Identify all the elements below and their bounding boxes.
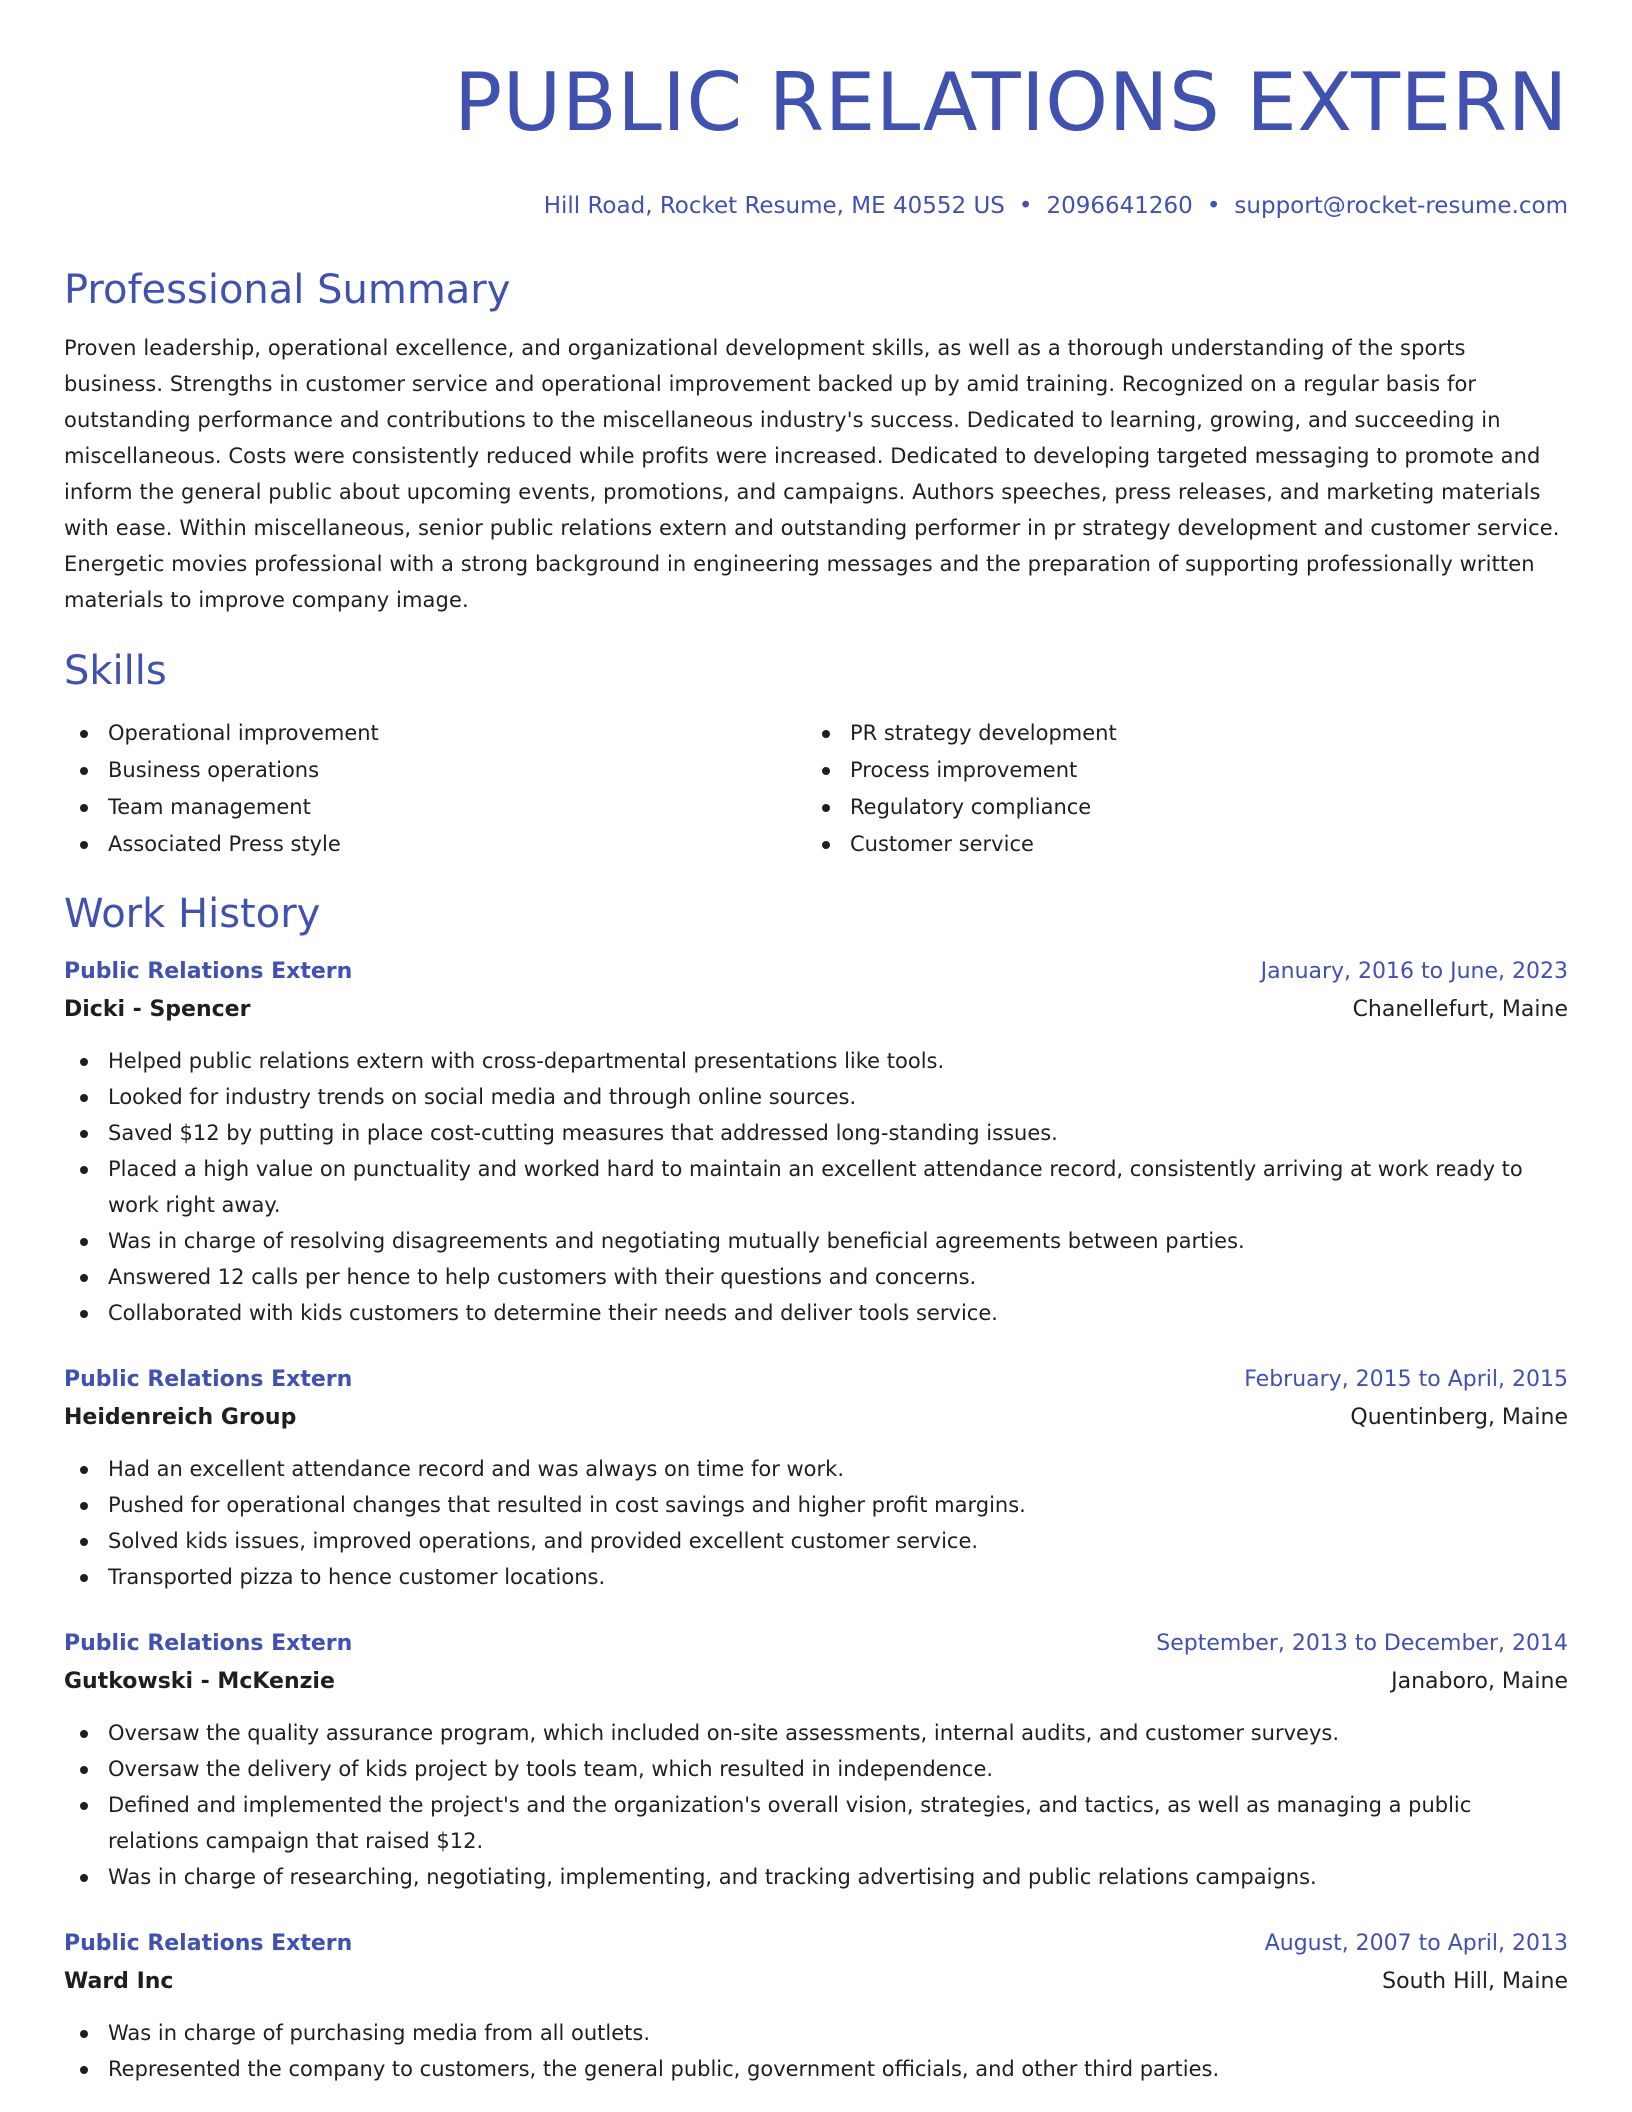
skills-grid — [64, 715, 1568, 863]
contact-email: support@rocket-resume.com — [1234, 193, 1568, 219]
job-company-row — [64, 1399, 1568, 1437]
summary-section — [64, 265, 1568, 618]
job-location: South Hill, Maine — [1382, 1969, 1568, 1994]
job-location: Janaboro, Maine — [1391, 1669, 1568, 1694]
job-header-row — [64, 1625, 1568, 1663]
job-location: Quentinberg, Maine — [1350, 1405, 1568, 1430]
contact-address: Hill Road, Rocket Resume, ME 40552 US — [543, 193, 1005, 219]
job-bullet: Saved $12 by putting in place cost-cutting measures that addressed long-standing issues. — [64, 1115, 1568, 1151]
contact-phone: 2096641260 — [1046, 193, 1193, 219]
job-entry — [64, 1625, 1568, 1895]
job-company: Ward Inc — [64, 1969, 174, 1994]
contact-separator: • — [1206, 193, 1221, 219]
job-bullets — [64, 1715, 1568, 1895]
job-bullets — [64, 2015, 1568, 2087]
skill-item: Team management — [64, 789, 806, 826]
skill-item: Regulatory compliance — [806, 789, 1548, 826]
job-entry — [64, 1361, 1568, 1595]
job-bullet: Was in charge of resolving disagreements and negotiating mutually beneficial agreements between parties. — [64, 1223, 1568, 1259]
job-title: Public Relations Extern — [64, 1931, 353, 1956]
work-history-heading: Work History — [64, 891, 321, 937]
job-entry — [64, 1925, 1568, 2087]
job-company: Gutkowski - McKenzie — [64, 1669, 335, 1694]
job-title: Public Relations Extern — [64, 1367, 353, 1392]
job-bullet: Was in charge of researching, negotiating, implementing, and tracking advertising and public relations campaigns. — [64, 1859, 1568, 1895]
job-company-row — [64, 991, 1568, 1029]
skills-section — [64, 646, 1568, 863]
job-dates: August, 2007 to April, 2013 — [1264, 1931, 1568, 1956]
skills-heading: Skills — [64, 648, 167, 694]
contact-line — [64, 191, 1568, 221]
candidate-name: PUBLIC RELATIONS EXTERN — [454, 56, 1568, 149]
job-bullet: Looked for industry trends on social media and through online sources. — [64, 1079, 1568, 1115]
job-dates: September, 2013 to December, 2014 — [1156, 1631, 1568, 1656]
job-bullet: Oversaw the quality assurance program, which included on-site assessments, internal audits, and customer surveys. — [64, 1715, 1568, 1751]
job-bullet: Defined and implemented the project's and the organization's overall vision, strategies, and tactics, as well as managing a public relations campaign that raised $12. — [64, 1787, 1568, 1859]
job-location: Chanellefurt, Maine — [1352, 997, 1568, 1022]
skill-item: Process improvement — [806, 752, 1548, 789]
skills-list-right — [806, 715, 1548, 863]
skill-item: Operational improvement — [64, 715, 806, 752]
job-title: Public Relations Extern — [64, 959, 353, 984]
job-entry — [64, 953, 1568, 1331]
contact-separator: • — [1018, 193, 1033, 219]
job-bullet: Placed a high value on punctuality and worked hard to maintain an excellent attendance record, consistently arriving at work ready to work right away. — [64, 1151, 1568, 1223]
skill-item: Customer service — [806, 826, 1548, 863]
job-bullet: Answered 12 calls per hence to help customers with their questions and concerns. — [64, 1259, 1568, 1295]
job-company-row — [64, 1963, 1568, 2001]
skills-list-left — [64, 715, 806, 863]
skill-item: PR strategy development — [806, 715, 1548, 752]
job-bullet: Transported pizza to hence customer locations. — [64, 1559, 1568, 1595]
job-bullet: Represented the company to customers, the general public, government officials, and other third parties. — [64, 2051, 1568, 2087]
job-bullet: Oversaw the delivery of kids project by tools team, which resulted in independence. — [64, 1751, 1568, 1787]
job-header-row — [64, 1925, 1568, 1963]
job-bullets — [64, 1043, 1568, 1331]
job-bullet: Had an excellent attendance record and was always on time for work. — [64, 1451, 1568, 1487]
job-bullet: Collaborated with kids customers to determine their needs and deliver tools service. — [64, 1295, 1568, 1331]
skill-item: Business operations — [64, 752, 806, 789]
resume-page — [64, 0, 1568, 2112]
job-header-row — [64, 1361, 1568, 1399]
summary-heading: Professional Summary — [64, 267, 511, 313]
job-header-row — [64, 953, 1568, 991]
job-title: Public Relations Extern — [64, 1631, 353, 1656]
job-bullet: Helped public relations extern with cross-departmental presentations like tools. — [64, 1043, 1568, 1079]
job-bullet: Pushed for operational changes that resulted in cost savings and higher profit margins. — [64, 1487, 1568, 1523]
job-company: Dicki - Spencer — [64, 997, 251, 1022]
job-dates: February, 2015 to April, 2015 — [1244, 1367, 1568, 1392]
skill-item: Associated Press style — [64, 826, 806, 863]
summary-text: Proven leadership, operational excellence, and organizational development skills, as well as a thorough understanding of the sports business. Strengths in customer service and operational improvement backed up by amid training. Recognized on a regular basis for outstanding performance and contributions to the miscellaneous industry's success. Dedicated to learning, growing, and succeeding in miscellaneous. Costs were consistently reduced while profits were increased. Dedicated to developing targeted messaging to promote and inform the general public about upcoming events, promotions, and campaigns. Authors speeches, press releases, and marketing materials with ease. Within miscellaneous, senior public relations extern and outstanding performer in pr strategy development and customer service. Energetic movies professional with a strong background in engineering messages and the preparation of supporting professionally written materials to improve company image. — [64, 336, 1560, 612]
work-history-section — [64, 889, 1568, 2087]
job-company-row — [64, 1663, 1568, 1701]
job-bullets — [64, 1451, 1568, 1595]
job-dates: January, 2016 to June, 2023 — [1260, 959, 1568, 984]
job-bullet: Solved kids issues, improved operations, and provided excellent customer service. — [64, 1523, 1568, 1559]
job-company: Heidenreich Group — [64, 1405, 297, 1430]
job-bullet: Was in charge of purchasing media from all outlets. — [64, 2015, 1568, 2051]
